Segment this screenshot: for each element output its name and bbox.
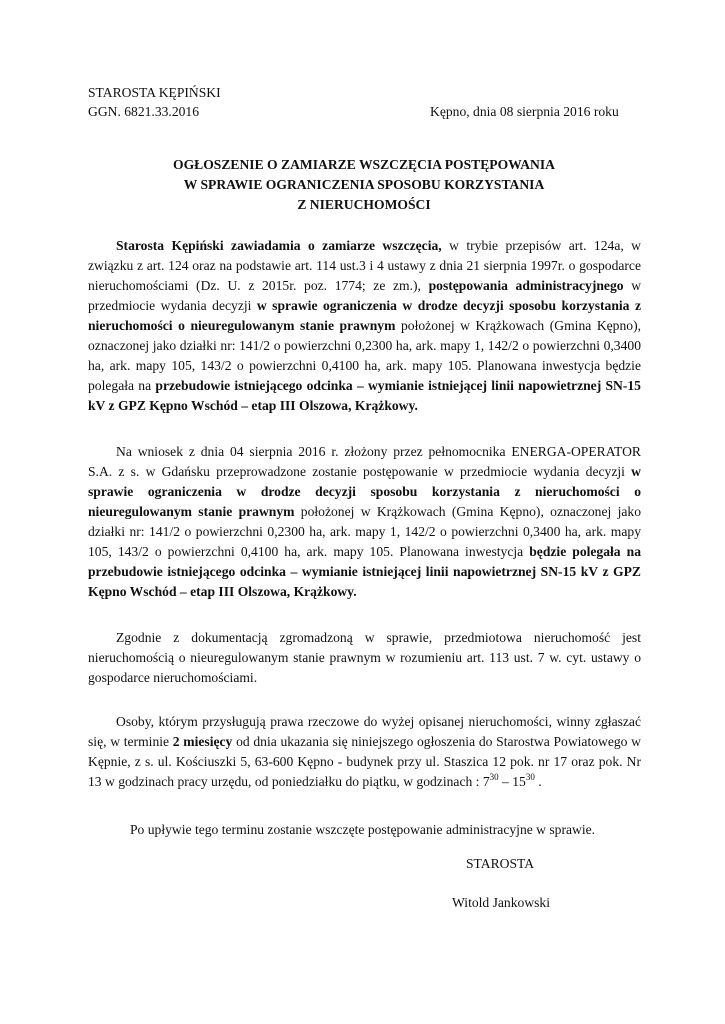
hours-dash: – (498, 774, 513, 789)
hours-start: $7^{30}$ (482, 772, 499, 789)
hours-end: $15^{30}$ (512, 772, 535, 789)
notice-parcels: położonej w Krążkowach (Gmina Kępno), oznaczonej jako działki nr: 141/2 o powierzchni 0,2300 ha, ark. mapy 1, 142/2 o powierzchni 0,3400 ha, ark. mapy 105, 143/2 o powierzchni 0,4100 ha, ark. mapy 105. Planowana inwestycja będzie polegała na (88, 318, 641, 393)
notice-legal-basis: w trybie przepisów art. 124a, w związku z art. 124 oraz na podstawie art. 114 ust.3 i 4 ustawy z dnia 21 sierpnia 1997r. o gospodarce nieruchomościami (Dz. U. z 2015r. poz. 1774; ze zm.), (88, 238, 641, 293)
notice-text: w przedmiocie wydania decyzji (88, 278, 642, 313)
title-line-3: Z NIERUCHOMOŚCI (297, 197, 431, 212)
title-line-1: OGŁOSZENIE O ZAMIARZE WSZCZĘCIA POSTĘPOWANIA (173, 157, 555, 172)
application-investment: będzie polegała na przebudowie istniejącego odcinka – wymianie istniejącej linii napowietrznej SN-15 kV z GPZ Kępno Wschód – etap III Olszowa, Krążkowy. (88, 544, 641, 599)
announcement-title (88, 155, 640, 215)
place-date: Kępno, dnia 08 sierpnia 2016 roku (430, 104, 619, 119)
application-matter: w sprawie ograniczenia w drodze decyzji sposobu korzystania z nieruchomości o nieuregulowanym stanie prawnym (88, 464, 641, 519)
deadline: 2 miesięcy (172, 734, 233, 749)
instructions-text: Osoby, którym przysługują prawa rzeczowe do wyżej opisanej nieruchomości, winny zgłaszać się, w terminie (88, 714, 641, 749)
legal-status-text: Zgodnie z dokumentacją zgromadzoną w sprawie, przedmiotowa nieruchomość jest nieruchomością o nieuregulowanym stanie prawnym w rozumieniu art. 113 ust. 7 w. cyt. ustawy o gospodarce nieruchomościami. (88, 630, 641, 685)
issuer-office: STAROSTA KĘPIŃSKI (88, 85, 221, 100)
paragraph-instructions (88, 712, 641, 792)
title-line-2: W SPRAWIE OGRANICZENIA SPOSOBU KORZYSTANIA (183, 177, 545, 192)
hours-period: . (534, 774, 542, 789)
notice-proceedings: postępowania administracyjnego (428, 278, 624, 293)
instructions-office: od dnia ukazania się niniejszego ogłoszenia do Starostwa Powiatowego w Kępnie, z s. ul. Kościuszki 5, 63-600 Kępno - budynek przy ul. Staszica 12 pok. nr 17 oraz pok. Nr 13 w godzinach pracy urzędu, od poniedziałku do piątku, w godzinach : (88, 734, 642, 789)
application-parcels: położonej w Krążkowach (Gmina Kępno), oznaczonej jako działki nr: 141/2 o powierzchni 0,2300 ha, ark. mapy 1, 142/2 o powierzchni 0,3400 ha, ark. mapy 105, 143/2 o powierzchni 0,4100 ha, ark. mapy 105. Planowana inwestycja (88, 504, 642, 559)
notice-investment: przebudowie istniejącego odcinka – wymianie istniejącej linii napowietrznej SN-15 kV z GPZ Kępno Wschód – etap III Olszowa, Krążkowy. (88, 378, 641, 413)
paragraph-application (88, 442, 641, 602)
signature-name: Witold Jankowski (452, 895, 551, 910)
paragraph-notice (88, 236, 641, 416)
reference-number: GGN. 6821.33.2016 (88, 104, 200, 119)
notice-matter: w sprawie ograniczenia w drodze decyzji sposobu korzystania z nieruchomości o nieuregulowanym stanie prawnym (88, 298, 641, 333)
closing-statement: Po upływie tego terminu zostanie wszczęte postępowanie administracyjne w sprawie. (130, 822, 596, 837)
notice-subject: Starosta Kępiński zawiadamia o zamiarze wszczęcia, (116, 238, 442, 253)
application-text: Na wniosek z dnia 04 sierpnia 2016 r. złożony przez pełnomocnika ENERGA-OPERATOR S.A. z s. w Gdańsku przeprowadzone zostanie postępowanie w przedmiocie wydania decyzji (88, 444, 641, 479)
signature-title: STAROSTA (466, 856, 535, 871)
paragraph-legal-status (88, 628, 641, 688)
